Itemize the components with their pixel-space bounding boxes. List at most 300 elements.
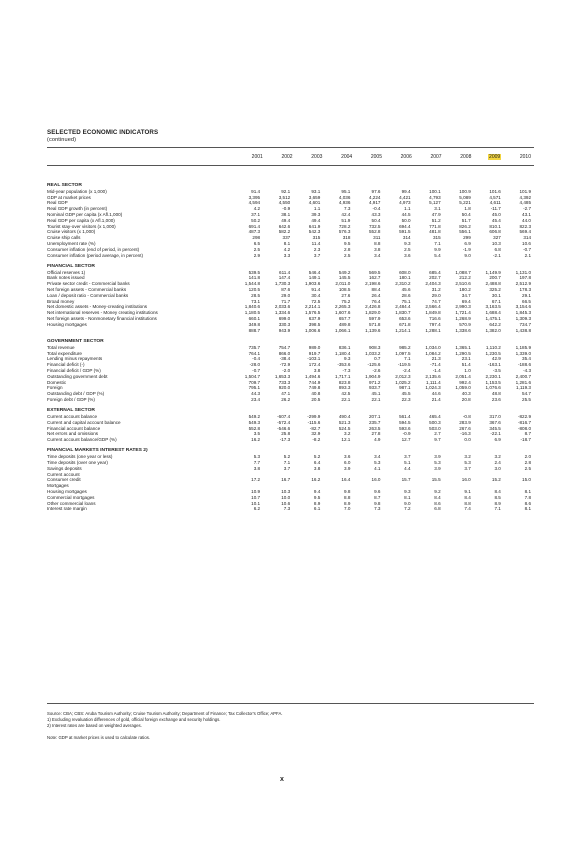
value-cell: 5,089 bbox=[459, 194, 471, 200]
value-cell: 197.8 bbox=[519, 275, 531, 281]
row-label: Financial deficit / GDP (%) bbox=[47, 367, 101, 373]
value-cell: 2.5 bbox=[524, 465, 531, 471]
value-cell: 1,544.8 bbox=[244, 281, 261, 287]
year-label: 2006 bbox=[400, 154, 412, 160]
row-label: Private sector credit - Commercial banks bbox=[47, 281, 130, 287]
value-cell: 1,131.0 bbox=[515, 269, 531, 275]
value-cell: 1.1 bbox=[313, 206, 321, 212]
value-cell: 3.7 bbox=[464, 465, 471, 471]
value-cell: 6.8 bbox=[494, 246, 501, 252]
value-cell: 7.0 bbox=[343, 506, 351, 512]
value-cell: 51.7 bbox=[461, 217, 471, 223]
value-cell: 503.0 bbox=[429, 425, 441, 431]
row-label: Bank notes issued bbox=[47, 275, 85, 281]
value-cell: 4,936 bbox=[338, 200, 351, 206]
value-cell: 8.1 bbox=[524, 506, 531, 512]
value-cell: 93.1 bbox=[311, 188, 321, 194]
value-cell: 3.9 bbox=[343, 465, 351, 471]
value-cell: 4,594 bbox=[248, 200, 261, 206]
value-cell: 552.8 bbox=[248, 425, 261, 431]
value-cell: 7.7 bbox=[253, 460, 261, 466]
value-cell: 325.2 bbox=[489, 287, 501, 293]
value-cell: 1,607.6 bbox=[335, 310, 351, 316]
value-cell: 32.9 bbox=[311, 431, 321, 437]
value-cell: 3.8 bbox=[374, 246, 381, 252]
value-cell: -822.9 bbox=[517, 413, 531, 419]
value-cell: 4,793 bbox=[429, 194, 441, 200]
value-cell: 1,281.6 bbox=[515, 379, 531, 385]
value-cell: 549.2 bbox=[338, 269, 351, 275]
year-label: 2002 bbox=[281, 154, 293, 160]
value-cell: -1.9 bbox=[462, 246, 471, 252]
value-cell: 4.2 bbox=[283, 246, 291, 252]
value-cell: 51.2 bbox=[431, 217, 441, 223]
value-cell: 8.9 bbox=[343, 500, 351, 506]
value-cell: 6.0 bbox=[343, 460, 351, 466]
value-cell: 985.2 bbox=[399, 344, 411, 350]
value-cell: 3.4 bbox=[374, 252, 381, 258]
value-cell: 549.3 bbox=[248, 419, 261, 425]
value-cell: 4,571 bbox=[489, 194, 501, 200]
value-cell: 2,400.7 bbox=[515, 373, 531, 379]
value-cell: 141.8 bbox=[248, 275, 261, 281]
value-cell: 6.9 bbox=[494, 437, 501, 443]
value-cell: 1,382.0 bbox=[485, 327, 501, 333]
row-label: Cruise visitors (x 1,000) bbox=[47, 229, 96, 235]
value-cell: 9.8 bbox=[343, 489, 351, 495]
value-cell: 311 bbox=[373, 235, 381, 241]
value-cell: 3.7 bbox=[404, 454, 411, 460]
value-cell: 2,404.3 bbox=[425, 281, 441, 287]
value-cell: 2,214.1 bbox=[304, 304, 321, 310]
value-cell: 1,494.6 bbox=[304, 373, 321, 379]
value-cell: 653.6 bbox=[399, 316, 411, 322]
value-cell: 15.7 bbox=[401, 477, 411, 483]
value-cell: 1,180.5 bbox=[244, 310, 261, 316]
value-cell: 823.8 bbox=[338, 379, 351, 385]
value-cell: 299 bbox=[463, 235, 471, 241]
row-label: Domestic bbox=[47, 379, 67, 385]
value-cell: 42.9 bbox=[491, 356, 501, 362]
value-cell: 1,024.3 bbox=[425, 385, 441, 391]
value-cell: 108.5 bbox=[338, 287, 351, 293]
value-cell: 16.2 bbox=[311, 477, 321, 483]
value-cell: 3.2 bbox=[343, 431, 351, 437]
value-cell: 671.8 bbox=[399, 321, 411, 327]
value-cell: 16.7 bbox=[281, 477, 291, 483]
value-cell: -4.3 bbox=[523, 367, 531, 373]
value-cell: 987.1 bbox=[399, 385, 411, 391]
value-cell: 172.4 bbox=[308, 362, 321, 368]
value-cell: 489.8 bbox=[338, 321, 351, 327]
value-cell: 49.4 bbox=[311, 217, 321, 223]
value-cell: 5.3 bbox=[374, 460, 381, 466]
value-cell: -2.1 bbox=[492, 252, 501, 258]
value-cell: 9.7 bbox=[434, 437, 441, 443]
value-cell: 74.7 bbox=[431, 298, 441, 304]
value-cell: 2.7 bbox=[434, 431, 441, 437]
value-cell: 810.1 bbox=[489, 223, 501, 229]
value-cell: 283.9 bbox=[459, 419, 471, 425]
value-cell: 1.0 bbox=[464, 367, 471, 373]
value-cell: 16.0 bbox=[461, 477, 471, 483]
value-cell: -0.4 bbox=[252, 356, 261, 362]
value-cell: 42.5 bbox=[341, 391, 351, 397]
row-label: Commercial mortgages bbox=[47, 494, 95, 500]
value-cell: 50.0 bbox=[401, 217, 411, 223]
row-label: Total revenue bbox=[47, 344, 75, 350]
value-cell: 2,488.8 bbox=[485, 281, 501, 287]
value-cell: 1,845.3 bbox=[515, 310, 531, 316]
value-cell: 349.8 bbox=[248, 321, 261, 327]
value-cell: 2.9 bbox=[253, 252, 261, 258]
value-cell: 43.1 bbox=[522, 211, 531, 217]
value-cell: 101.6 bbox=[489, 188, 501, 194]
value-cell: 3.7 bbox=[283, 465, 291, 471]
value-cell: -71.4 bbox=[430, 362, 441, 368]
year-header-cell bbox=[355, 154, 385, 160]
value-cell: 3.2 bbox=[494, 454, 501, 460]
value-cell: 26.4 bbox=[371, 292, 381, 298]
value-cell: 6.8 bbox=[434, 506, 441, 512]
value-cell: 2,265.3 bbox=[335, 304, 351, 310]
value-cell: 5,127 bbox=[429, 200, 441, 206]
value-cell: 2,484.4 bbox=[395, 304, 411, 310]
row-label: Housing mortgages bbox=[47, 489, 87, 495]
value-cell: 15.2 bbox=[491, 477, 501, 483]
value-cell: 20.8 bbox=[461, 396, 471, 402]
value-cell: 744.9 bbox=[308, 379, 321, 385]
value-cell: 8.6 bbox=[524, 500, 531, 506]
value-cell: 4,036 bbox=[338, 194, 351, 200]
value-cell: 29.1 bbox=[522, 292, 531, 298]
value-cell: -3.5 bbox=[492, 367, 501, 373]
value-cell: 733.3 bbox=[278, 379, 291, 385]
value-cell: 8.8 bbox=[374, 240, 381, 246]
value-cell: 893.3 bbox=[338, 385, 351, 391]
row-label: Foreign bbox=[47, 385, 63, 391]
value-cell: 4.2 bbox=[253, 206, 261, 212]
value-cell: 69.4 bbox=[461, 298, 471, 304]
value-cell: 728.2 bbox=[338, 223, 351, 229]
value-cell: 17.2 bbox=[251, 477, 261, 483]
value-cell: 4.4 bbox=[404, 465, 411, 471]
value-cell: 1,006.6 bbox=[304, 327, 321, 333]
value-cell: 593.6 bbox=[399, 425, 411, 431]
value-cell: 87.6 bbox=[281, 287, 291, 293]
value-cell: 10.3 bbox=[281, 489, 291, 495]
value-cell: 826.2 bbox=[459, 223, 471, 229]
section-title: GOVERNMENT SECTOR bbox=[47, 338, 104, 344]
value-cell: 23.1 bbox=[461, 356, 471, 362]
value-cell: 1,230.5 bbox=[485, 350, 501, 356]
value-cell: 0.0 bbox=[464, 437, 471, 443]
value-cell: 569.4 bbox=[519, 229, 531, 235]
value-cell: 34.7 bbox=[461, 292, 471, 298]
value-cell: 76.4 bbox=[371, 298, 381, 304]
value-cell: 22.1 bbox=[341, 396, 351, 402]
value-cell: 465.4 bbox=[429, 413, 441, 419]
value-cell: -2.4 bbox=[402, 367, 411, 373]
row-label: Consumer credit bbox=[47, 477, 81, 483]
value-cell: 637.9 bbox=[308, 316, 321, 322]
value-cell: 709.7 bbox=[248, 379, 261, 385]
row-label: Savings deposits bbox=[47, 465, 82, 471]
value-cell: 734.7 bbox=[519, 321, 531, 327]
value-cell: 10.7 bbox=[251, 494, 261, 500]
value-cell: 971.2 bbox=[368, 379, 381, 385]
row-label: Net domestic assets - Money-creating institutions bbox=[47, 304, 148, 310]
value-cell: -607.4 bbox=[277, 413, 291, 419]
value-cell: 8.8 bbox=[464, 500, 471, 506]
value-cell: 0.7 bbox=[374, 356, 381, 362]
year-label: 2009 bbox=[489, 154, 501, 160]
value-cell: 1,653.3 bbox=[274, 373, 291, 379]
value-cell: 180.1 bbox=[399, 275, 411, 281]
value-cell: -103.1 bbox=[307, 356, 321, 362]
value-cell: 1,214.1 bbox=[395, 327, 411, 333]
value-cell: 298 bbox=[252, 235, 261, 241]
value-cell: 23.4 bbox=[251, 396, 261, 402]
value-cell: 500.3 bbox=[429, 419, 441, 425]
value-cell: 314 bbox=[402, 235, 411, 241]
value-cell: -38.4 bbox=[279, 356, 291, 362]
value-cell: 1,097.5 bbox=[395, 350, 411, 356]
value-cell: 9.5 bbox=[313, 494, 321, 500]
value-cell: 487.3 bbox=[248, 229, 261, 235]
value-cell: 1,830.7 bbox=[395, 310, 411, 316]
year-header-cell bbox=[266, 154, 296, 160]
value-cell: 2,310.2 bbox=[395, 281, 411, 287]
value-cell: 1,475.1 bbox=[485, 316, 501, 322]
value-cell: 4,973 bbox=[399, 200, 411, 206]
value-cell: 3,659 bbox=[308, 194, 321, 200]
value-cell: 1,110.2 bbox=[485, 344, 501, 350]
value-cell: 21.3 bbox=[431, 356, 441, 362]
value-cell: 91.4 bbox=[311, 287, 321, 293]
value-cell: 2,566.4 bbox=[425, 304, 441, 310]
row-label: Time deposits (one year or less) bbox=[47, 454, 113, 460]
value-cell: 35.4 bbox=[522, 356, 531, 362]
value-cell: 608.0 bbox=[399, 269, 411, 275]
value-cell: 2,426.8 bbox=[365, 304, 381, 310]
value-cell: 2.0 bbox=[524, 454, 531, 460]
row-label: Outstanding government debt bbox=[47, 373, 108, 379]
value-cell: 44.6 bbox=[431, 391, 441, 397]
value-cell: 5.2 bbox=[283, 454, 291, 460]
value-cell: 9.6 bbox=[374, 489, 381, 495]
value-cell: 524.5 bbox=[338, 425, 351, 431]
value-cell: 345.5 bbox=[489, 425, 501, 431]
value-cell: 37.1 bbox=[251, 211, 261, 217]
value-cell: 1,149.9 bbox=[485, 269, 501, 275]
value-cell: 754.7 bbox=[278, 344, 291, 350]
value-cell: 23.6 bbox=[491, 396, 501, 402]
value-cell: 47.9 bbox=[431, 211, 441, 217]
indicators-table bbox=[47, 183, 534, 512]
row-label: GDP at market prices bbox=[47, 194, 91, 200]
value-cell: 71.7 bbox=[281, 298, 291, 304]
row-label: Total expenditure bbox=[47, 350, 82, 356]
year-header-cell bbox=[415, 154, 445, 160]
value-cell: 546.4 bbox=[308, 269, 321, 275]
value-cell: 570.9 bbox=[459, 321, 471, 327]
value-cell: 21.4 bbox=[431, 396, 441, 402]
value-cell: 597.9 bbox=[368, 316, 381, 322]
footer-mark: x bbox=[280, 776, 284, 783]
value-cell: -72.9 bbox=[279, 362, 291, 368]
value-cell: 3.8 bbox=[253, 465, 261, 471]
value-cell: 481.8 bbox=[429, 229, 441, 235]
value-cell: 749.8 bbox=[308, 385, 321, 391]
value-cell: 2,051.4 bbox=[455, 373, 471, 379]
value-cell: -11.7 bbox=[490, 206, 501, 212]
value-cell: 1,290.5 bbox=[455, 350, 471, 356]
value-cell: -0.4 bbox=[372, 206, 381, 212]
value-cell: 5,221 bbox=[459, 200, 471, 206]
value-cell: 5.3 bbox=[253, 454, 261, 460]
value-cell: 4,611 bbox=[489, 200, 501, 206]
value-cell: 1,688.4 bbox=[485, 310, 501, 316]
value-cell: 2,011.0 bbox=[335, 281, 351, 287]
value-cell: 556.1 bbox=[459, 229, 471, 235]
row-label: Nominal GDP per capita (x Afl.1,000) bbox=[47, 211, 123, 217]
value-cell: -8.2 bbox=[312, 437, 321, 443]
value-cell: 28.5 bbox=[251, 292, 261, 298]
value-cell: 2,230.1 bbox=[485, 373, 501, 379]
value-cell: 8.9 bbox=[494, 500, 501, 506]
value-cell: 49.4 bbox=[281, 217, 291, 223]
value-cell: 12.1 bbox=[341, 437, 351, 443]
value-cell: 989.0 bbox=[308, 344, 321, 350]
value-cell: 561.4 bbox=[399, 413, 411, 419]
value-cell: 4,601 bbox=[308, 200, 321, 206]
header-label-cell bbox=[47, 154, 236, 160]
value-cell: 7.3 bbox=[283, 506, 291, 512]
value-cell: 1,084.2 bbox=[425, 350, 441, 356]
value-cell: 606.8 bbox=[489, 229, 501, 235]
row-label: Net foreign assets - Nonmonetary financial institutions bbox=[47, 316, 157, 322]
value-cell: 699.0 bbox=[278, 316, 291, 322]
value-cell: 542.3 bbox=[308, 229, 321, 235]
row-label: Foreign debt / GDP (%) bbox=[47, 396, 95, 402]
value-cell: -0.9 bbox=[282, 206, 291, 212]
value-cell: 147.4 bbox=[278, 275, 291, 281]
value-cell: 25.8 bbox=[281, 431, 291, 437]
value-cell: 45.5 bbox=[401, 391, 411, 397]
year-header-cell bbox=[445, 154, 475, 160]
value-cell: 9.8 bbox=[374, 500, 381, 506]
value-cell: 8.1 bbox=[404, 494, 411, 500]
note-3: Note: GDP at market prices is used to calculate ratios. bbox=[47, 735, 151, 740]
value-cell: 3,395 bbox=[248, 194, 261, 200]
value-cell: 27.8 bbox=[371, 431, 381, 437]
page-title: SELECTED ECONOMIC INDICATORS bbox=[47, 129, 159, 136]
value-cell: 795.1 bbox=[248, 385, 261, 391]
row-label: Net errors and omissions bbox=[47, 431, 99, 437]
row-label: Broad money bbox=[47, 298, 75, 304]
value-cell: 28.6 bbox=[401, 292, 411, 298]
value-cell: 3.9 bbox=[434, 454, 441, 460]
row-label: Real GDP per capita (x Afl.1,000) bbox=[47, 217, 115, 223]
value-cell: 91.4 bbox=[251, 188, 261, 194]
value-cell: 771.8 bbox=[429, 223, 441, 229]
value-cell: 8.8 bbox=[343, 494, 351, 500]
year-header-cell bbox=[474, 154, 504, 160]
value-cell: 5.3 bbox=[464, 460, 471, 466]
value-cell: 5.2 bbox=[313, 454, 321, 460]
value-cell: 1,034.0 bbox=[425, 344, 441, 350]
value-cell: 822.3 bbox=[519, 223, 531, 229]
value-cell: 549.2 bbox=[248, 413, 261, 419]
value-cell: 20.5 bbox=[311, 396, 321, 402]
value-cell: 27.6 bbox=[341, 292, 351, 298]
value-cell: 2.8 bbox=[524, 460, 531, 466]
value-cell: 3.3 bbox=[283, 252, 291, 258]
value-cell: 4,917 bbox=[368, 200, 381, 206]
value-cell: 200.7 bbox=[489, 275, 501, 281]
row-label: Current account bbox=[47, 471, 80, 477]
row-label: Consumer inflation (end of period, in percent) bbox=[47, 246, 140, 252]
value-cell: 95.1 bbox=[341, 188, 351, 194]
value-cell: 3.8 bbox=[313, 465, 321, 471]
value-cell: 571.8 bbox=[368, 321, 381, 327]
value-cell: -115.6 bbox=[307, 419, 321, 425]
value-cell: 764.1 bbox=[248, 350, 261, 356]
value-cell: 7.1 bbox=[434, 240, 441, 246]
source-notes bbox=[47, 711, 283, 729]
value-cell: 9.4 bbox=[313, 489, 321, 495]
year-header-cell bbox=[504, 154, 534, 160]
row-label: Current account balance bbox=[47, 413, 98, 419]
value-cell: 145.5 bbox=[338, 275, 351, 281]
value-cell: 1,717.1 bbox=[335, 373, 351, 379]
value-cell: 39.3 bbox=[311, 211, 321, 217]
value-cell: 797.4 bbox=[429, 321, 441, 327]
value-cell: -572.4 bbox=[277, 419, 291, 425]
value-cell: 1,338.6 bbox=[455, 327, 471, 333]
value-cell: -2.7 bbox=[523, 206, 531, 212]
value-cell: 2,512.9 bbox=[515, 281, 531, 287]
value-cell: 5.4 bbox=[434, 252, 441, 258]
value-cell: -353.6 bbox=[337, 362, 351, 368]
value-cell: 45.6 bbox=[401, 287, 411, 293]
value-cell: 660.1 bbox=[248, 316, 261, 322]
row-label: Cruise ship calls bbox=[47, 235, 81, 241]
value-cell: -125.6 bbox=[367, 362, 381, 368]
row-label: Unemployment rate (%) bbox=[47, 240, 96, 246]
value-cell: 2,012.3 bbox=[395, 373, 411, 379]
value-cell: -808.0 bbox=[517, 425, 531, 431]
value-cell: -119.5 bbox=[397, 362, 411, 368]
value-cell: 330.3 bbox=[278, 321, 291, 327]
value-cell: 149.1 bbox=[308, 275, 321, 281]
value-cell: 29.0 bbox=[431, 292, 441, 298]
value-cell: 44.5 bbox=[401, 211, 411, 217]
value-cell: 3.7 bbox=[313, 252, 321, 258]
year-label: 2005 bbox=[370, 154, 382, 160]
row-label: Financial deficit (-) bbox=[47, 362, 85, 368]
value-cell: -28.0 bbox=[249, 362, 261, 368]
value-cell: 5.3 bbox=[434, 460, 441, 466]
value-cell: 576.3 bbox=[338, 229, 351, 235]
section-title: REAL SECTOR bbox=[47, 183, 82, 188]
value-cell: 47.1 bbox=[281, 391, 291, 397]
value-cell: 15.5 bbox=[431, 477, 441, 483]
value-cell: 1,268.9 bbox=[455, 316, 471, 322]
value-cell: 9.1 bbox=[464, 489, 471, 495]
section-title: EXTERNAL SECTOR bbox=[47, 408, 95, 414]
